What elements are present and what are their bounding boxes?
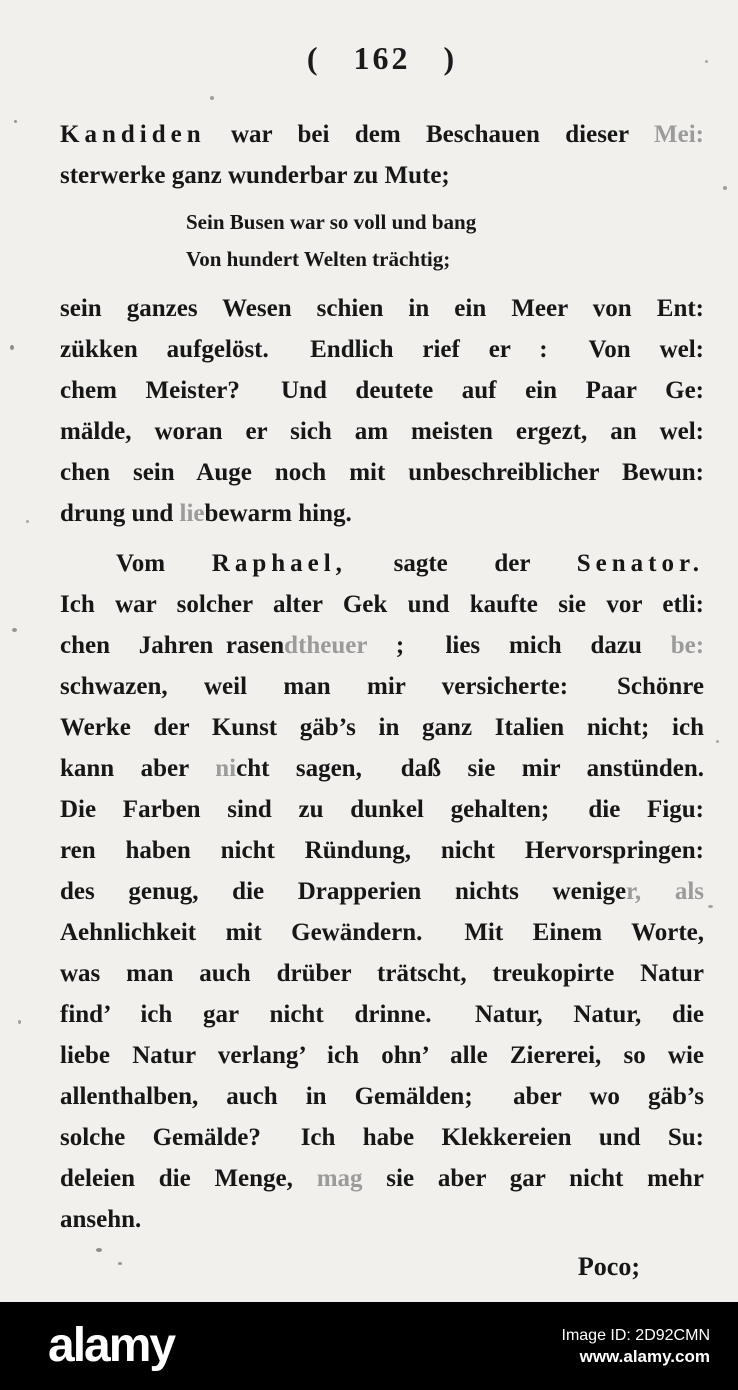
- text-segment: sie aber gar nicht mehr: [362, 1165, 704, 1192]
- scan-speck: [10, 345, 14, 350]
- text-segment: allenthalben, auch in Gemälden; aber wo gäb’s: [60, 1083, 704, 1110]
- text-segment: chen Jahren rasen: [60, 632, 285, 659]
- text-segment: be:: [670, 632, 705, 659]
- text-segment: bewarm hing.: [204, 500, 352, 527]
- scan-speck: [96, 1248, 102, 1252]
- text-segment: mag: [316, 1165, 363, 1192]
- text-segment: des genug, die Drapperien nichts wenige: [60, 878, 627, 905]
- text-line: [60, 1117, 704, 1158]
- scan-speck: [210, 96, 214, 100]
- text-segment: sterwerke ganz wunderbar zu Mute;: [60, 162, 450, 189]
- text-line: [186, 204, 704, 241]
- scan-speck: [12, 628, 17, 632]
- text-segment: Mei:: [654, 121, 704, 148]
- text-segment: was man auch drüber trätscht, treukopirte Natur: [60, 960, 704, 987]
- text-line: [60, 1035, 704, 1076]
- text-segment: Von hundert Welten trächtig;: [186, 247, 451, 271]
- text-line: [60, 1158, 704, 1199]
- text-segment: sagte der: [346, 550, 577, 577]
- text-segment: chen sein Auge noch mit unbeschreiblicher Bewun:: [60, 459, 704, 486]
- text-line: [60, 155, 704, 196]
- text-segment: ni: [215, 755, 237, 782]
- text-line: [60, 789, 704, 830]
- text-segment: Senator.: [576, 550, 705, 577]
- text-segment: deleien die Menge,: [60, 1165, 317, 1192]
- catchword: Poco;: [577, 1252, 640, 1281]
- text-segment: solche Gemälde? Ich habe Klekkereien und Su:: [60, 1124, 704, 1151]
- scan-speck: [26, 520, 29, 523]
- text-segment: Raphael,: [211, 550, 347, 577]
- text-line: [60, 912, 704, 953]
- text-segment: mälde, woran er sich am meisten ergezt, an wel:: [60, 418, 704, 445]
- text-segment: Die Farben sind zu dunkel gehalten; die Figu:: [60, 796, 704, 823]
- text-segment: ansehn.: [60, 1206, 142, 1233]
- text-segment: drung und: [60, 500, 180, 527]
- image-id-text: Image ID: 2D92CMN: [561, 1327, 710, 1344]
- text-segment: sein ganzes Wesen schien in ein Meer von Ent:: [60, 295, 704, 322]
- text-line: [60, 370, 704, 411]
- text-segment: ; lies mich dazu: [367, 632, 671, 659]
- text-segment: ren haben nicht Ründung, nicht Hervorspringen:: [60, 837, 704, 864]
- text-line: [60, 452, 704, 493]
- text-line: [60, 871, 704, 912]
- text-segment: find’ ich gar nicht drinne. Natur, Natur, die: [60, 1001, 704, 1028]
- scan-speck: [723, 186, 727, 190]
- alamy-url-text: www.alamy.com: [579, 1347, 710, 1366]
- text-segment: zükken aufgelöst. Endlich rief er : Von wel:: [60, 336, 704, 363]
- text-line: [60, 666, 704, 707]
- para-3: [60, 543, 704, 1240]
- page-number: [60, 40, 704, 88]
- text-line: [186, 241, 704, 278]
- alamy-logo: alamy: [48, 1319, 175, 1372]
- text-segment: cht sagen, daß sie mir anstünden.: [236, 755, 704, 782]
- alamy-watermark-bar: [0, 1302, 738, 1390]
- text-segment: chem Meister? Und deutete auf ein Paar Ge:: [60, 377, 704, 404]
- text-segment: lie: [179, 500, 205, 527]
- text-segment: r, als: [626, 878, 704, 905]
- scan-speck: [708, 905, 713, 908]
- scan-speck: [716, 740, 719, 743]
- scan-speck: [14, 120, 17, 123]
- text-line: [60, 994, 704, 1035]
- text-line: [60, 953, 704, 994]
- text-line: [60, 625, 704, 666]
- text-line: [60, 543, 704, 584]
- text-line: [60, 748, 704, 789]
- verse: [186, 204, 704, 278]
- text-line: [60, 411, 704, 452]
- text-line: [60, 707, 704, 748]
- scan-speck: [18, 1020, 21, 1024]
- text-line: [60, 1199, 704, 1240]
- text-line: [60, 493, 704, 534]
- text-segment: Sein Busen war so voll und bang: [186, 210, 477, 234]
- text-line: [60, 329, 704, 370]
- text-line: [60, 1076, 704, 1117]
- scan-speck: [705, 60, 708, 63]
- scan-speck: [118, 1262, 122, 1265]
- text-segment: war bei dem Beschauen dieser: [205, 121, 655, 148]
- page-text: [60, 114, 704, 1240]
- para-1: [60, 114, 704, 196]
- text-segment: Werke der Kunst gäb’s in ganz Italien nicht; ich: [60, 714, 704, 741]
- text-segment: dtheuer: [284, 632, 368, 659]
- text-segment: schwazen, weil man mir versicherte: Schönre: [60, 673, 704, 700]
- para-2: [60, 288, 704, 534]
- page-number-text: ( 162 ): [306, 40, 458, 76]
- text-segment: Kandiden: [60, 121, 206, 148]
- watermark-meta: [562, 1325, 711, 1367]
- text-segment: Ich war solcher alter Gek und kaufte sie vor etli:: [60, 591, 704, 618]
- text-segment: kann aber: [60, 755, 216, 782]
- text-segment: liebe Natur verlang’ ich ohn’ alle Ziererei, so wie: [60, 1042, 704, 1069]
- text-line: [60, 114, 704, 155]
- text-segment: Aehnlichkeit mit Gewändern. Mit Einem Worte,: [60, 919, 704, 946]
- text-line: [60, 584, 704, 625]
- text-segment: Vom: [116, 550, 212, 577]
- text-line: [60, 288, 704, 329]
- text-line: [60, 830, 704, 871]
